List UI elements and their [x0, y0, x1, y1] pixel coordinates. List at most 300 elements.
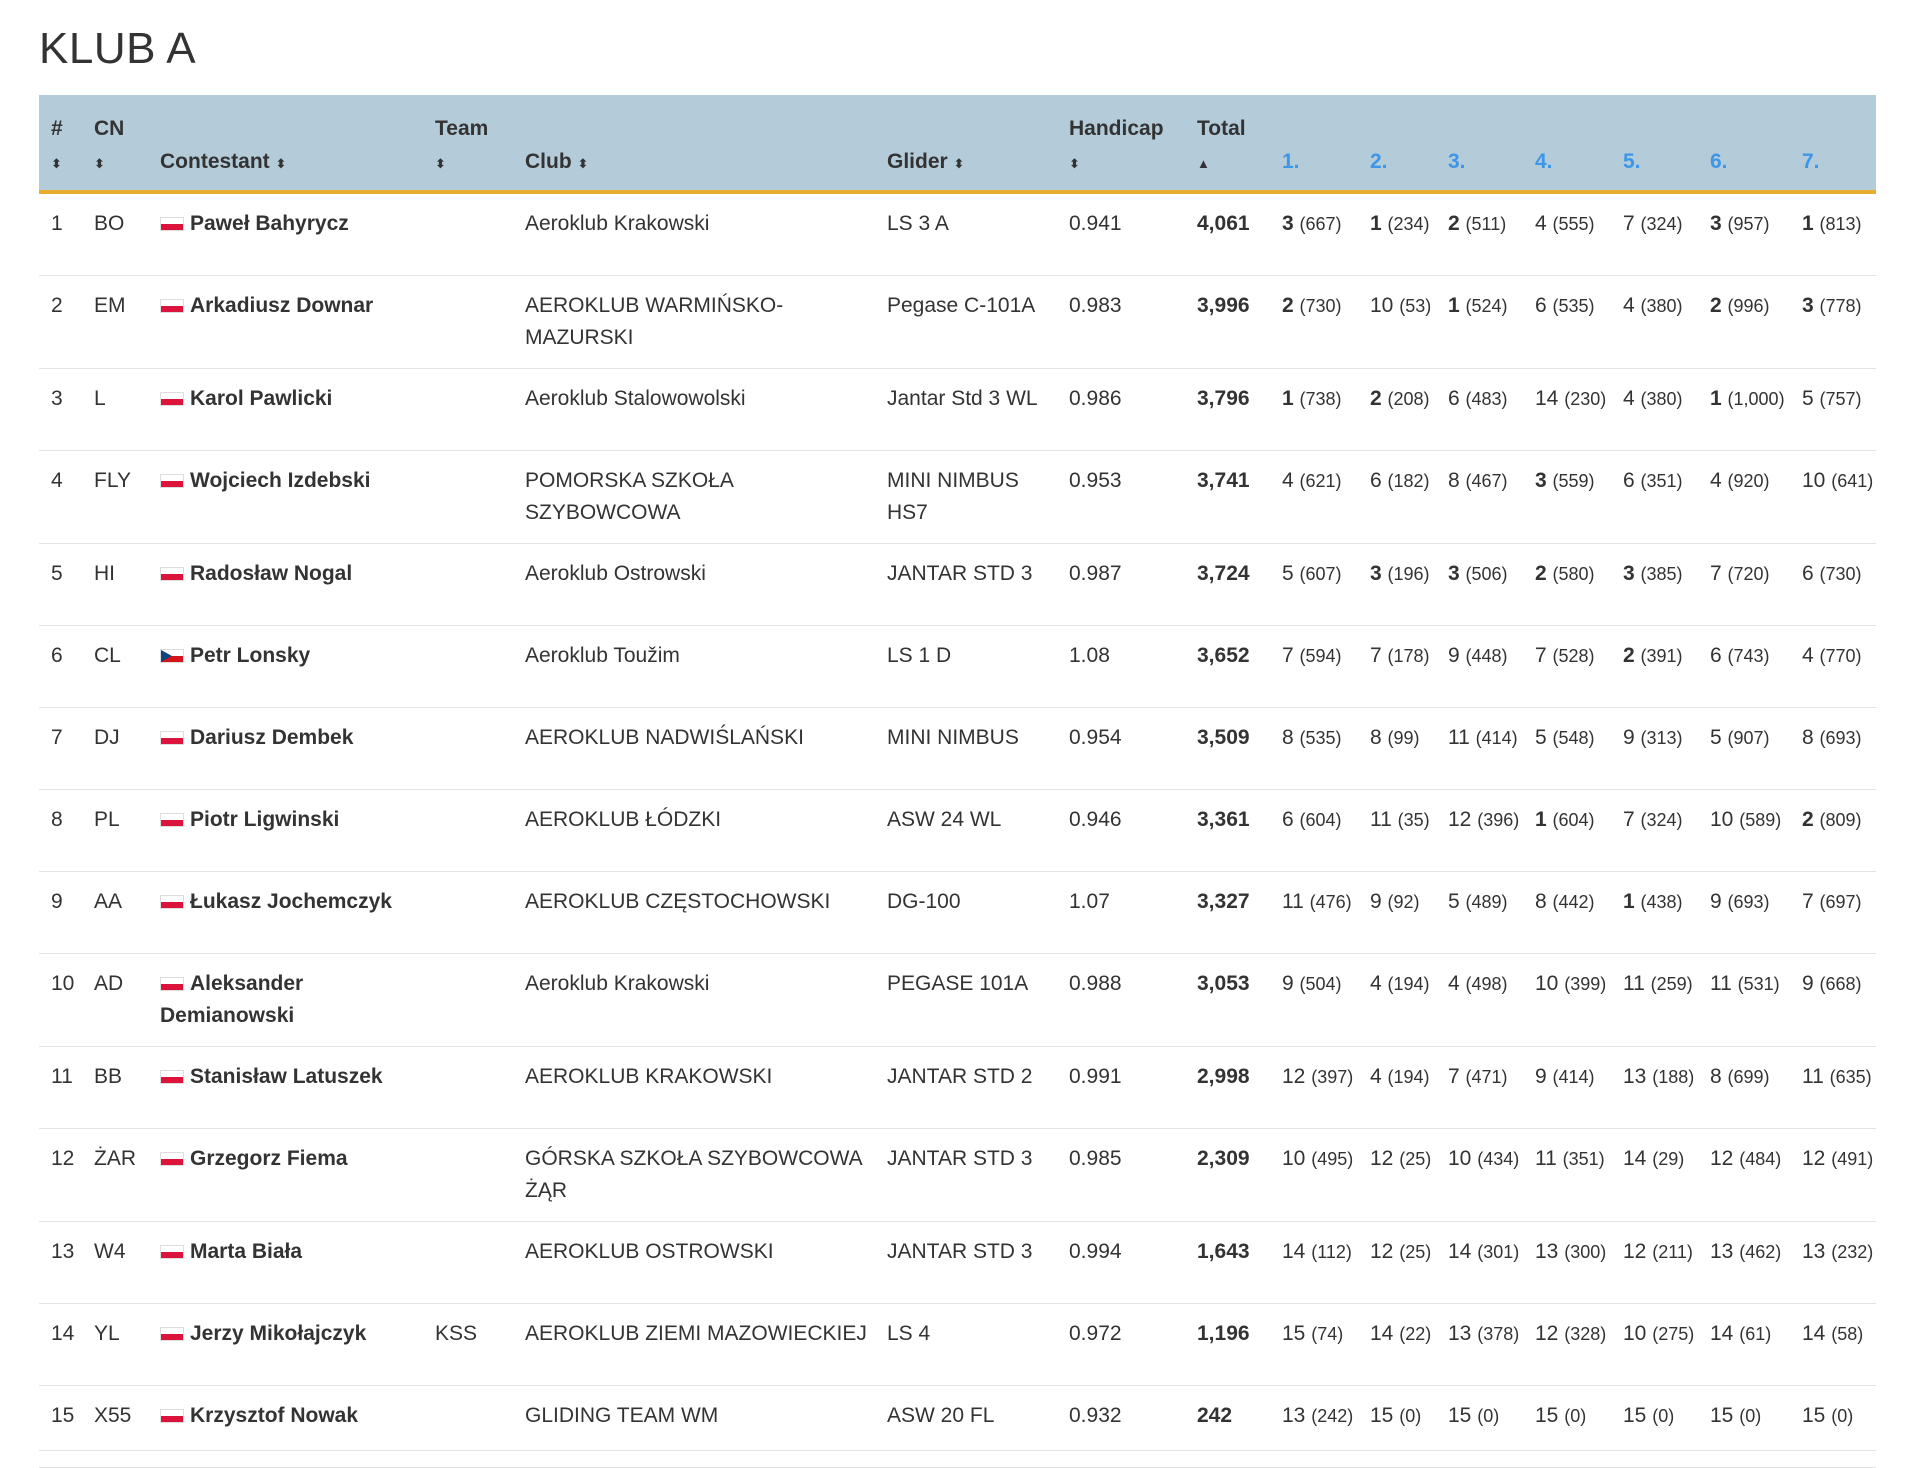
rank-cell: 2	[39, 276, 82, 369]
task-points: (300)	[1564, 1242, 1607, 1262]
task-rank: 7	[1710, 562, 1722, 585]
col-header-task-4[interactable]: 4.	[1523, 95, 1611, 192]
club-cell: Aeroklub Ostrowski	[513, 544, 875, 626]
handicap-cell: 0.932	[1057, 1386, 1185, 1468]
contestant-name[interactable]: Karol Pawlicki	[190, 387, 333, 410]
glider-cell: JANTAR STD 3	[875, 1129, 1057, 1222]
club-cell: AEROKLUB NADWIŚLAŃSKI	[513, 708, 875, 790]
task-result-cell	[1611, 192, 1698, 276]
col-header-task-3[interactable]: 3.	[1436, 95, 1523, 192]
task-points: (442)	[1552, 892, 1595, 912]
task-points: (813)	[1819, 214, 1862, 234]
contestant-name[interactable]: Marta Biała	[190, 1240, 303, 1263]
team-cell	[423, 708, 513, 790]
task-rank: 2	[1802, 808, 1814, 831]
polish-flag-icon	[160, 977, 184, 991]
task-rank: 12	[1370, 1240, 1394, 1263]
task-result-cell	[1523, 369, 1611, 451]
sort-asc-icon[interactable]: ▲	[1197, 156, 1210, 171]
task-rank: 11	[1623, 972, 1645, 995]
total-cell: 3,361	[1185, 790, 1270, 872]
task-rank: 9	[1370, 890, 1382, 913]
contestant-cell[interactable]	[148, 276, 423, 369]
task-points: (434)	[1477, 1149, 1520, 1169]
task-result-cell	[1790, 192, 1876, 276]
task-result-cell	[1358, 626, 1436, 708]
task-rank: 4	[1282, 469, 1294, 492]
team-cell	[423, 192, 513, 276]
task-rank: 9	[1623, 726, 1635, 749]
handicap-cell: 0.986	[1057, 369, 1185, 451]
col-header-handicap[interactable]: Handicap ⬍	[1057, 95, 1185, 192]
task-result-cell	[1790, 1047, 1876, 1129]
task-rank: 10	[1448, 1147, 1472, 1170]
task-rank: 13	[1710, 1240, 1734, 1263]
total-cell: 1,643	[1185, 1222, 1270, 1304]
task-points: (242)	[1311, 1406, 1354, 1426]
task-result-cell	[1790, 626, 1876, 708]
task-result-cell	[1436, 276, 1523, 369]
task-rank: 10	[1282, 1147, 1306, 1170]
task-result-cell	[1698, 369, 1790, 451]
task-points: (720)	[1727, 564, 1770, 584]
task-result-cell	[1698, 954, 1790, 1047]
cn-cell: FLY	[82, 451, 148, 544]
contestant-cell[interactable]	[148, 1304, 423, 1386]
task-result-cell	[1270, 954, 1358, 1047]
polish-flag-icon	[160, 1070, 184, 1084]
table-bottom-divider	[39, 1450, 1876, 1451]
sort-icon[interactable]: ⬍	[1069, 156, 1080, 171]
task-rank: 10	[1535, 972, 1559, 995]
task-result-cell	[1436, 451, 1523, 544]
task-rank: 9	[1448, 644, 1460, 667]
task-rank: 8	[1282, 726, 1294, 749]
task-rank: 9	[1282, 972, 1294, 995]
rank-cell: 9	[39, 872, 82, 954]
col-header-task-6[interactable]: 6.	[1698, 95, 1790, 192]
task-result-cell	[1270, 451, 1358, 544]
team-cell	[423, 1129, 513, 1222]
total-cell: 3,509	[1185, 708, 1270, 790]
task-points: (25)	[1399, 1242, 1432, 1262]
task-points: (301)	[1477, 1242, 1520, 1262]
task-rank: 4	[1623, 387, 1635, 410]
rank-cell: 6	[39, 626, 82, 708]
club-cell: AEROKLUB ŁÓDZKI	[513, 790, 875, 872]
task-points: (738)	[1299, 389, 1342, 409]
cn-cell: EM	[82, 276, 148, 369]
task-rank: 10	[1710, 808, 1734, 831]
col-header-task-1[interactable]: 1.	[1270, 95, 1358, 192]
sort-icon[interactable]: ⬍	[94, 156, 105, 171]
contestant-cell[interactable]	[148, 1047, 423, 1129]
contestant-cell[interactable]	[148, 708, 423, 790]
task-points: (635)	[1829, 1067, 1872, 1087]
task-rank: 7	[1623, 808, 1635, 831]
task-result-cell	[1698, 1222, 1790, 1304]
sort-icon[interactable]: ⬍	[953, 156, 965, 171]
glider-cell: DG-100	[875, 872, 1057, 954]
task-result-cell	[1523, 872, 1611, 954]
task-rank: 1	[1448, 294, 1460, 317]
handicap-cell: 0.987	[1057, 544, 1185, 626]
col-header-total[interactable]: Total ▲	[1185, 95, 1270, 192]
task-points: (668)	[1819, 974, 1862, 994]
table-row	[39, 790, 1876, 872]
total-cell: 3,724	[1185, 544, 1270, 626]
task-points: (53)	[1399, 296, 1432, 316]
task-result-cell	[1790, 451, 1876, 544]
sort-icon[interactable]: ⬍	[51, 156, 62, 171]
total-cell: 2,309	[1185, 1129, 1270, 1222]
task-points: (29)	[1652, 1149, 1685, 1169]
task-result-cell	[1698, 1047, 1790, 1129]
task-points: (351)	[1640, 471, 1683, 491]
cn-cell: YL	[82, 1304, 148, 1386]
task-result-cell	[1436, 1129, 1523, 1222]
contestant-cell[interactable]	[148, 954, 423, 1047]
task-points: (58)	[1831, 1324, 1864, 1344]
task-rank: 10	[1370, 294, 1394, 317]
task-result-cell	[1436, 1304, 1523, 1386]
task-result-cell	[1698, 1386, 1790, 1468]
task-result-cell	[1790, 544, 1876, 626]
task-rank: 15	[1535, 1404, 1559, 1427]
task-rank: 7	[1370, 644, 1382, 667]
task-points: (531)	[1737, 974, 1780, 994]
task-points: (380)	[1640, 296, 1683, 316]
total-cell: 3,741	[1185, 451, 1270, 544]
sort-icon[interactable]: ⬍	[577, 156, 589, 171]
task-result-cell	[1358, 276, 1436, 369]
task-points: (699)	[1727, 1067, 1770, 1087]
task-result-cell	[1270, 790, 1358, 872]
glider-cell: LS 4	[875, 1304, 1057, 1386]
task-points: (234)	[1387, 214, 1430, 234]
task-points: (462)	[1739, 1242, 1782, 1262]
task-points: (259)	[1650, 974, 1693, 994]
task-result-cell	[1358, 1047, 1436, 1129]
table-row	[39, 544, 1876, 626]
task-rank: 3	[1535, 469, 1547, 492]
task-result-cell	[1523, 708, 1611, 790]
total-cell: 3,652	[1185, 626, 1270, 708]
polish-flag-icon	[160, 1152, 184, 1166]
task-rank: 4	[1802, 644, 1814, 667]
team-cell	[423, 790, 513, 872]
rank-cell: 4	[39, 451, 82, 544]
task-rank: 3	[1623, 562, 1635, 585]
col-header-task-2[interactable]: 2.	[1358, 95, 1436, 192]
task-points: (809)	[1819, 810, 1862, 830]
task-points: (548)	[1552, 728, 1595, 748]
task-rank: 7	[1623, 212, 1635, 235]
task-rank: 1	[1282, 387, 1294, 410]
glider-cell: Pegase C-101A	[875, 276, 1057, 369]
contestant-cell[interactable]	[148, 1386, 423, 1468]
rank-cell: 11	[39, 1047, 82, 1129]
task-points: (484)	[1739, 1149, 1782, 1169]
task-result-cell	[1523, 626, 1611, 708]
task-rank: 3	[1282, 212, 1294, 235]
task-points: (730)	[1819, 564, 1862, 584]
club-cell: Aeroklub Toužim	[513, 626, 875, 708]
task-rank: 11	[1282, 890, 1304, 913]
handicap-cell: 0.946	[1057, 790, 1185, 872]
contestant-name[interactable]: Stanisław Latuszek	[190, 1065, 383, 1088]
contestant-name[interactable]: Aleksander Demianowski	[160, 972, 304, 1027]
task-rank: 5	[1448, 890, 1460, 913]
col-header-task-5[interactable]: 5.	[1611, 95, 1698, 192]
task-rank: 8	[1802, 726, 1814, 749]
glider-cell: ASW 20 FL	[875, 1386, 1057, 1468]
col-header-cn[interactable]: CN ⬍	[82, 95, 148, 192]
czech-flag-icon	[160, 649, 184, 663]
task-rank: 13	[1802, 1240, 1826, 1263]
task-result-cell	[1698, 708, 1790, 790]
handicap-cell: 0.994	[1057, 1222, 1185, 1304]
rank-cell: 8	[39, 790, 82, 872]
club-cell: Aeroklub Krakowski	[513, 192, 875, 276]
task-result-cell	[1270, 1047, 1358, 1129]
rank-cell: 15	[39, 1386, 82, 1468]
task-result-cell	[1611, 1304, 1698, 1386]
task-rank: 14	[1623, 1147, 1647, 1170]
task-rank: 15	[1282, 1322, 1306, 1345]
task-points: (438)	[1640, 892, 1683, 912]
task-points: (0)	[1477, 1406, 1500, 1426]
task-points: (178)	[1387, 646, 1430, 666]
polish-flag-icon	[160, 567, 184, 581]
task-points: (489)	[1465, 892, 1508, 912]
glider-cell: Jantar Std 3 WL	[875, 369, 1057, 451]
task-points: (476)	[1309, 892, 1352, 912]
task-rank: 6	[1802, 562, 1814, 585]
glider-cell: JANTAR STD 3	[875, 544, 1057, 626]
task-points: (535)	[1552, 296, 1595, 316]
club-cell: AEROKLUB CZĘSTOCHOWSKI	[513, 872, 875, 954]
team-cell	[423, 369, 513, 451]
club-cell: AEROKLUB WARMIŃSKO-MAZURSKI	[513, 276, 875, 369]
task-result-cell	[1790, 1386, 1876, 1468]
handicap-cell: 0.953	[1057, 451, 1185, 544]
task-points: (730)	[1299, 296, 1342, 316]
glider-cell: JANTAR STD 2	[875, 1047, 1057, 1129]
task-result-cell	[1436, 1047, 1523, 1129]
contestant-name[interactable]: Łukasz Jochemczyk	[190, 890, 392, 913]
total-cell: 3,796	[1185, 369, 1270, 451]
task-result-cell	[1270, 872, 1358, 954]
task-points: (414)	[1552, 1067, 1595, 1087]
polish-flag-icon	[160, 1327, 184, 1341]
task-rank: 13	[1535, 1240, 1559, 1263]
task-result-cell	[1611, 276, 1698, 369]
team-cell	[423, 544, 513, 626]
team-cell	[423, 1386, 513, 1468]
task-result-cell	[1611, 1129, 1698, 1222]
task-points: (511)	[1465, 214, 1507, 234]
task-rank: 5	[1535, 726, 1547, 749]
task-result-cell	[1790, 369, 1876, 451]
total-cell: 2,998	[1185, 1047, 1270, 1129]
task-rank: 9	[1710, 890, 1722, 913]
handicap-cell: 1.08	[1057, 626, 1185, 708]
task-rank: 8	[1535, 890, 1547, 913]
contestant-name[interactable]: Piotr Ligwinski	[190, 808, 340, 831]
contestant-name[interactable]: Radosław Nogal	[190, 562, 353, 585]
contestant-name[interactable]: Jerzy Mikołajczyk	[190, 1322, 367, 1345]
cn-cell: X55	[82, 1386, 148, 1468]
contestant-cell[interactable]	[148, 192, 423, 276]
contestant-name[interactable]: Grzegorz Fiema	[190, 1147, 348, 1170]
task-result-cell	[1523, 1222, 1611, 1304]
task-result-cell	[1698, 1304, 1790, 1386]
task-result-cell	[1436, 708, 1523, 790]
task-result-cell	[1790, 1129, 1876, 1222]
task-rank: 5	[1802, 387, 1814, 410]
task-result-cell	[1523, 1047, 1611, 1129]
contestant-cell[interactable]	[148, 544, 423, 626]
task-rank: 11	[1535, 1147, 1557, 1170]
contestant-name[interactable]: Paweł Bahyrycz	[190, 212, 349, 235]
contestant-name[interactable]: Dariusz Dembek	[190, 726, 354, 749]
task-rank: 2	[1282, 294, 1294, 317]
sort-icon[interactable]: ⬍	[435, 156, 446, 171]
task-points: (996)	[1727, 296, 1770, 316]
task-rank: 3	[1370, 562, 1382, 585]
team-cell	[423, 1222, 513, 1304]
task-rank: 2	[1370, 387, 1382, 410]
table-header-row	[39, 95, 1876, 192]
glider-cell: ASW 24 WL	[875, 790, 1057, 872]
handicap-cell: 0.983	[1057, 276, 1185, 369]
team-cell	[423, 626, 513, 708]
table-row	[39, 872, 1876, 954]
task-rank: 4	[1623, 294, 1635, 317]
contestant-cell[interactable]	[148, 1129, 423, 1222]
task-result-cell	[1358, 369, 1436, 451]
task-points: (61)	[1739, 1324, 1772, 1344]
task-points: (182)	[1387, 471, 1430, 491]
page-title: KLUB A	[39, 24, 197, 73]
task-result-cell	[1611, 790, 1698, 872]
contestant-cell[interactable]	[148, 369, 423, 451]
task-points: (604)	[1552, 810, 1595, 830]
task-result-cell	[1358, 708, 1436, 790]
task-points: (778)	[1819, 296, 1862, 316]
task-result-cell	[1436, 544, 1523, 626]
contestant-cell[interactable]	[148, 1222, 423, 1304]
task-result-cell	[1358, 1304, 1436, 1386]
total-cell: 3,053	[1185, 954, 1270, 1047]
task-result-cell	[1270, 276, 1358, 369]
contestant-cell[interactable]	[148, 872, 423, 954]
total-cell: 1,196	[1185, 1304, 1270, 1386]
table-row	[39, 1222, 1876, 1304]
polish-flag-icon	[160, 474, 184, 488]
contestant-name[interactable]: Petr Lonsky	[190, 644, 311, 667]
task-points: (448)	[1465, 646, 1508, 666]
handicap-cell: 0.985	[1057, 1129, 1185, 1222]
task-result-cell	[1436, 954, 1523, 1047]
task-rank: 12	[1448, 808, 1472, 831]
task-result-cell	[1611, 1222, 1698, 1304]
col-header-team[interactable]: Team ⬍	[423, 95, 513, 192]
cn-cell: BB	[82, 1047, 148, 1129]
contestant-name[interactable]: Krzysztof Nowak	[190, 1404, 359, 1427]
task-rank: 11	[1710, 972, 1732, 995]
col-header-task-7[interactable]: 7.	[1790, 95, 1876, 192]
task-points: (0)	[1399, 1406, 1422, 1426]
task-points: (957)	[1727, 214, 1770, 234]
task-rank: 15	[1710, 1404, 1734, 1427]
task-points: (528)	[1552, 646, 1595, 666]
task-result-cell	[1436, 626, 1523, 708]
col-header-contestant[interactable]: Contestant ⬍	[148, 95, 423, 192]
task-result-cell	[1523, 192, 1611, 276]
task-rank: 4	[1370, 972, 1382, 995]
contestant-name[interactable]: Wojciech Izdebski	[190, 469, 371, 492]
team-cell: KSS	[423, 1304, 513, 1386]
contestant-cell[interactable]	[148, 790, 423, 872]
task-rank: 2	[1623, 644, 1635, 667]
polish-flag-icon	[160, 217, 184, 231]
task-points: (99)	[1387, 728, 1420, 748]
task-points: (589)	[1739, 810, 1782, 830]
task-rank: 3	[1802, 294, 1814, 317]
task-rank: 6	[1623, 469, 1635, 492]
task-points: (230)	[1564, 389, 1607, 409]
task-rank: 2	[1710, 294, 1722, 317]
contestant-cell[interactable]	[148, 626, 423, 708]
task-points: (25)	[1399, 1149, 1432, 1169]
task-rank: 4	[1535, 212, 1547, 235]
sort-icon[interactable]: ⬍	[275, 156, 287, 171]
club-cell: GÓRSKA SZKOŁA SZYBOWCOWA ŻĄR	[513, 1129, 875, 1222]
task-points: (328)	[1564, 1324, 1607, 1344]
contestant-name[interactable]: Arkadiusz Downar	[190, 294, 374, 317]
task-result-cell	[1698, 872, 1790, 954]
task-result-cell	[1611, 954, 1698, 1047]
task-result-cell	[1358, 1386, 1436, 1468]
task-rank: 6	[1282, 808, 1294, 831]
total-cell: 3,327	[1185, 872, 1270, 954]
task-points: (112)	[1311, 1242, 1352, 1262]
task-points: (1,000)	[1727, 389, 1785, 409]
task-result-cell	[1358, 1129, 1436, 1222]
task-rank: 15	[1802, 1404, 1826, 1427]
task-points: (351)	[1562, 1149, 1605, 1169]
rank-cell: 3	[39, 369, 82, 451]
col-header-club[interactable]: Club ⬍	[513, 95, 875, 192]
task-result-cell	[1790, 1304, 1876, 1386]
task-points: (907)	[1727, 728, 1770, 748]
task-result-cell	[1523, 954, 1611, 1047]
col-header-num[interactable]: # ⬍	[39, 95, 82, 192]
task-rank: 8	[1370, 726, 1382, 749]
handicap-cell: 0.972	[1057, 1304, 1185, 1386]
task-rank: 14	[1448, 1240, 1472, 1263]
col-header-glider[interactable]: Glider ⬍	[875, 95, 1057, 192]
contestant-cell[interactable]	[148, 451, 423, 544]
task-result-cell	[1611, 626, 1698, 708]
task-points: (697)	[1819, 892, 1862, 912]
task-rank: 6	[1535, 294, 1547, 317]
rank-cell: 1	[39, 192, 82, 276]
cn-cell: AD	[82, 954, 148, 1047]
polish-flag-icon	[160, 731, 184, 745]
